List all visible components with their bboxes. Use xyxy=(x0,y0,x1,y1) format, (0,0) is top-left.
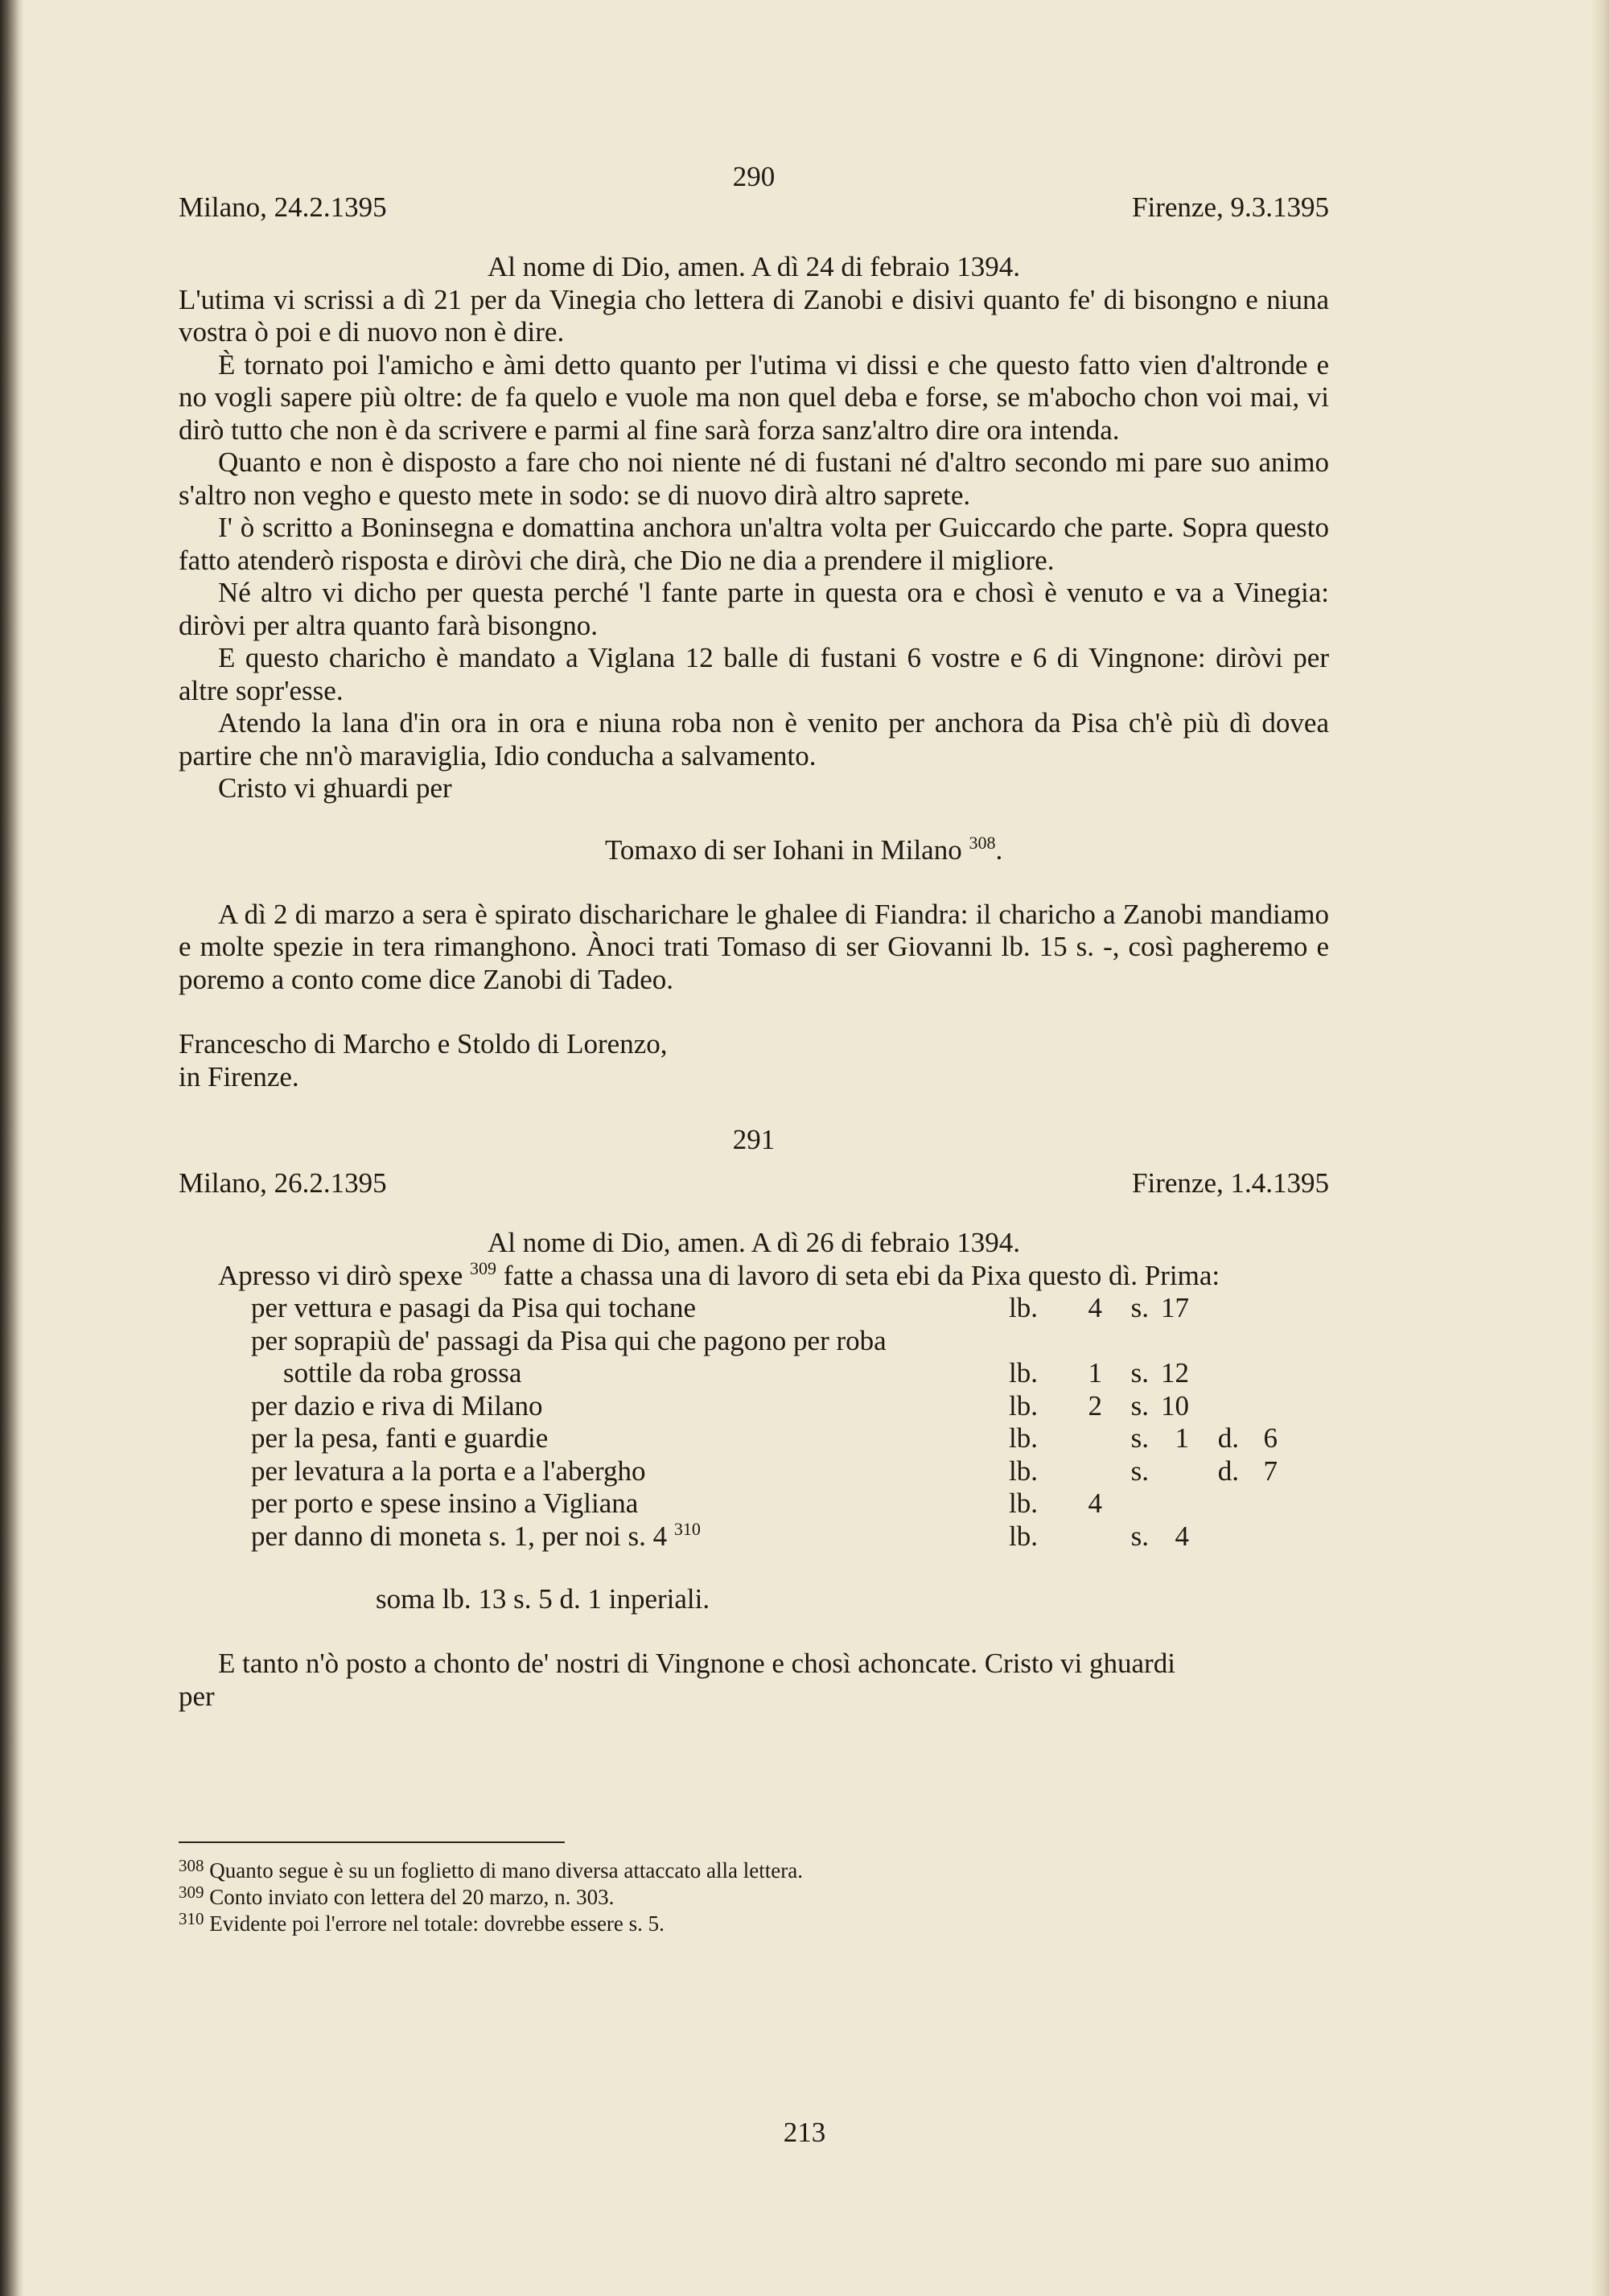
letter-291-closing xyxy=(179,1648,1329,1713)
expense-desc: per la pesa, fanti e guardie xyxy=(251,1422,549,1454)
page-body xyxy=(179,161,1329,1937)
s-value: 1 xyxy=(1175,1422,1189,1454)
letter-290-paragraph: Quanto e non è disposto a fare cho noi niente né di fustani né d'altro secondo mi pare suo animo s'altro non vegho e questo mete in sodo: se di nuovo dirà altro saprete. xyxy=(179,446,1329,511)
d-label xyxy=(1189,1357,1239,1390)
intro-text: fatte a chassa una di lavoro di seta ebi da Pixa questo dì. Prima: xyxy=(503,1259,1220,1291)
letter-291-to: Firenze, 1.4.1395 xyxy=(1132,1167,1329,1199)
closing-line: E tanto n'ò posto a chonto de' nostri di Vingnone e chosì achoncate. Cristo vi ghuardi xyxy=(218,1648,1175,1679)
lb-value xyxy=(1062,1520,1102,1553)
footnote-ref: 309 xyxy=(470,1257,497,1278)
expense-desc: per levatura a la porta e a l'abergho xyxy=(251,1455,646,1487)
letter-290-paragraph: L'utima vi scrissi a dì 21 per da Vinegia cho lettera di Zanobi e disivi quanto fe' di bisongno e niuna vostra ò poi e di nuovo non è dire. xyxy=(179,283,1329,348)
s-label: s. xyxy=(1130,1422,1149,1454)
letter-290-paragraph: È tornato poi l'amicho e àmi detto quanto per l'utima vi dissi e che questo fatto vien d'altronde e no vogli sapere più oltre: de fa quelo e vuole ma non quel deba e forse, se m'abocho chon voi mai, vi dirò tutto che non è da scrivere e parmi al fine sarà forza sanz'altro dire ora intenda. xyxy=(179,348,1329,446)
footnote-rule xyxy=(179,1841,565,1843)
address-line: in Firenze. xyxy=(179,1060,299,1092)
expense-row xyxy=(179,1390,1329,1423)
lb-label: lb. xyxy=(1009,1520,1038,1552)
letter-290-paragraph: Né altro vi dicho per questa perché 'l fante parte in questa ora e chosì è venuto e va a Vinegia: diròvi per altra quanto farà bisongno. xyxy=(179,577,1329,641)
footnote xyxy=(179,1858,1329,1884)
d-value: 7 xyxy=(1263,1455,1278,1487)
footnote-ref: 308 xyxy=(969,832,996,853)
letter-291-intro xyxy=(179,1257,1329,1293)
s-value: 10 xyxy=(1161,1389,1189,1422)
letter-290-paragraph: Cristo vi ghuardi per xyxy=(218,772,452,804)
s-label: s. xyxy=(1130,1389,1149,1422)
footnote-number: 310 xyxy=(179,1909,204,1928)
s-label: s. xyxy=(1130,1292,1149,1323)
letter-290-to: Firenze, 9.3.1395 xyxy=(1132,191,1329,223)
footnotes xyxy=(179,1858,1329,1937)
footnote-number: 308 xyxy=(179,1856,204,1875)
expense-desc: per porto e spese insino a Vigliana xyxy=(251,1487,639,1519)
d-label xyxy=(1189,1487,1239,1520)
letter-290-paragraph: I' ò scritto a Boninsegna e domattina anchora un'altra volta per Guiccardo che parte. Sopra questo fatto atenderò risposta e diròvi che dirà, che Dio ne dia a prendere il migliore. xyxy=(179,512,1329,576)
s-label: s. xyxy=(1130,1455,1149,1487)
d-label xyxy=(1189,1292,1239,1325)
footnote xyxy=(179,1884,1329,1911)
s-value xyxy=(1149,1487,1189,1520)
s-label: s. xyxy=(1130,1357,1149,1389)
d-label: d. xyxy=(1217,1455,1239,1487)
book-gutter-shadow xyxy=(0,0,24,2296)
letter-290-paragraph: Atendo la lana d'in ora in ora e niuna roba non è venito per anchora da Pisa ch'è più dì dovea partire che nn'ò maraviglia, Idio conducha a salvamento. xyxy=(179,707,1329,772)
d-value xyxy=(1239,1292,1278,1325)
letter-291-from: Milano, 26.2.1395 xyxy=(179,1167,387,1199)
letter-290-postscript: A dì 2 di marzo a sera è spirato discharichare le ghalee di Fiandra: il charicho a Zanobi mandiamo e molte spezie in tera rimanghono. Ànoci trati Tomaso di ser Giovanni lb. 15 s. -, così pagheremo e poremo a conto come dice Zanobi di Tadeo. xyxy=(179,898,1329,995)
expense-row xyxy=(179,1487,1329,1520)
expense-desc xyxy=(179,1520,1009,1553)
d-value xyxy=(1239,1487,1278,1520)
s-label: s. xyxy=(1130,1520,1149,1552)
lb-label: lb. xyxy=(1009,1487,1038,1519)
page-edge xyxy=(1591,0,1609,2296)
signature-text: Tomaxo di ser Iohani in Milano xyxy=(605,833,962,866)
lb-value xyxy=(1062,1455,1102,1488)
lb-label: lb. xyxy=(1009,1389,1038,1422)
lb-value: 2 xyxy=(1088,1389,1102,1422)
expense-total: soma lb. 13 s. 5 d. 1 inperiali. xyxy=(376,1583,710,1615)
expense-desc: per vettura e pasagi da Pisa qui tochane xyxy=(251,1292,696,1323)
footnote-text: Quanto segue è su un foglietto di mano diversa attaccato alla lettera. xyxy=(209,1858,803,1882)
letter-290-signature: Tomaxo di ser Iohani in Milano $^{308}$. xyxy=(605,832,1003,866)
letter-291-header xyxy=(179,1167,1329,1199)
footnote xyxy=(179,1911,1329,1937)
d-value xyxy=(1239,1520,1278,1553)
lb-label: lb. xyxy=(1009,1422,1038,1454)
d-label xyxy=(1189,1390,1239,1423)
expense-desc: sottile da roba grossa xyxy=(283,1357,522,1389)
lb-value: 4 xyxy=(1088,1292,1102,1323)
expense-row xyxy=(179,1357,1329,1390)
d-value xyxy=(1239,1357,1278,1390)
d-value xyxy=(1239,1390,1278,1423)
expense-table xyxy=(179,1292,1329,1553)
letter-290-paragraph: E questo charicho è mandato a Viglana 12 balle di fustani 6 vostre e 6 di Vingnone: diròvi per altre sopr'esse. xyxy=(179,642,1329,706)
letter-291-salutation: Al nome di Dio, amen. A dì 26 di febraio 1394. xyxy=(488,1227,1020,1258)
letter-290-address xyxy=(179,1028,1329,1093)
letter-290-salutation: Al nome di Dio, amen. A dì 24 di febraio 1394. xyxy=(488,251,1020,282)
letter-290-number: 290 xyxy=(732,161,776,192)
expense-row xyxy=(179,1520,1329,1553)
d-label: d. xyxy=(1217,1422,1239,1454)
expense-row xyxy=(179,1292,1329,1325)
expense-desc: per dazio e riva di Milano xyxy=(251,1389,543,1422)
expense-row xyxy=(179,1422,1329,1455)
s-value: 12 xyxy=(1161,1357,1189,1389)
intro-text: Apresso vi dirò spexe xyxy=(218,1259,463,1291)
footnote-text: Conto inviato con lettera del 20 marzo, n. 303. xyxy=(209,1885,615,1909)
footnote-ref: 310 xyxy=(673,1518,701,1539)
s-value: 17 xyxy=(1161,1292,1189,1323)
lb-label: lb. xyxy=(1009,1292,1038,1323)
expense-row xyxy=(179,1325,1329,1358)
letter-290-header xyxy=(179,191,1329,224)
expense-desc: per soprapiù de' passagi da Pisa qui che pagono per roba xyxy=(251,1324,887,1356)
s-label xyxy=(1102,1487,1149,1520)
s-value xyxy=(1149,1455,1189,1488)
expense-row xyxy=(179,1455,1329,1488)
lb-value: 1 xyxy=(1088,1357,1102,1389)
lb-label: lb. xyxy=(1009,1455,1038,1487)
lb-value xyxy=(1062,1422,1102,1455)
lb-label: lb. xyxy=(1009,1357,1038,1389)
s-value: 4 xyxy=(1175,1520,1189,1552)
footnote-text: Evidente poi l'errore nel totale: dovrebbe essere s. 5. xyxy=(209,1911,665,1936)
letter-290-from: Milano, 24.2.1395 xyxy=(179,191,387,223)
page-number: 213 xyxy=(783,2117,826,2148)
d-label xyxy=(1189,1520,1239,1553)
footnote-number: 309 xyxy=(179,1882,204,1902)
closing-line: per xyxy=(179,1680,215,1712)
lb-value: 4 xyxy=(1088,1487,1102,1519)
letter-291-number: 291 xyxy=(732,1124,776,1155)
expense-desc-text: per danno di moneta s. 1, per noi s. 4 xyxy=(251,1520,668,1552)
d-value: 6 xyxy=(1263,1422,1278,1454)
address-line: Francescho di Marcho e Stoldo di Lorenzo, xyxy=(179,1028,668,1060)
